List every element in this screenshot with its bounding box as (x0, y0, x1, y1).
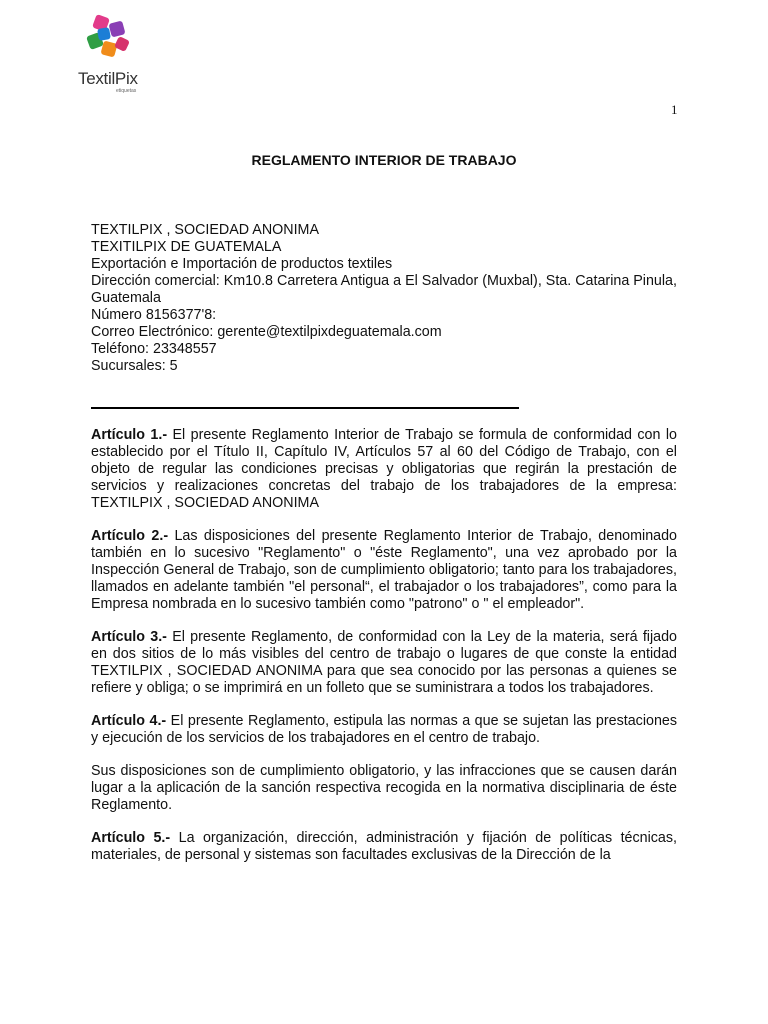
company-contact (91, 307, 677, 375)
article-4 (91, 713, 677, 747)
article-text: Sus disposiciones son de cumplimiento obligatorio, y las infracciones que se causen darán lugar a la aplicación de la sanción respectiva recogida en la normativa disciplinaria de éste Reglamento. (91, 763, 677, 813)
page-number: 1 (671, 102, 678, 117)
article-label: Artículo 1.- (91, 427, 168, 443)
company-address: Dirección comercial: Km10.8 Carretera Antigua a El Salvador (Muxbal), Sta. Catarina Pinula, Guatemala (91, 273, 677, 306)
article-text: El presente Reglamento, de conformidad con la Ley de la materia, será fijado en dos sitios de lo más visibles del centro de trabajo o lugares de que conste la entidad TEXTILPIX , SOCIEDAD ANONIMA para que sea conocido por las personas a quienes se refiere y obliga; o se imprimirá en un folleto que se suministrara a todos los trabajadores. (91, 629, 678, 696)
article-label: Artículo 4.- (91, 713, 167, 729)
article-label: Artículo 2.- (91, 528, 169, 544)
article-text: La organización, dirección, administración y fijación de políticas técnicas, materiales, de personal y sistemas son facultades exclusivas de la Dirección de la (91, 830, 677, 863)
company-header (91, 222, 677, 273)
document-title: REGLAMENTO INTERIOR DE TRABAJO (251, 152, 517, 168)
article-3 (91, 629, 677, 697)
article-text: El presente Reglamento Interior de Trabajo se formula de conformidad con lo establecido por el Título II, Capítulo IV, Artículos 57 al 60 del Código de Trabajo, con el objeto de regular las condiciones precisas y obligatorias que regirán la prestación de servicios y realizaciones concretas del trabajo de los trabajadores de la empresa: TEXTILPIX , SOCIEDAD ANONIMA (91, 427, 677, 511)
article-text: El presente Reglamento, estipula las normas a que se sujetan las prestaciones y ejecución de los servicios de los trabajadores en el centro de trabajo. (91, 713, 677, 746)
article-1 (91, 427, 677, 512)
logo-tagline: etiquetas (116, 88, 137, 94)
puzzle-logo-icon (80, 12, 140, 68)
article-5 (91, 830, 677, 864)
company-logo (70, 12, 154, 108)
article-label: Artículo 3.- (91, 629, 167, 645)
company-activity: Exportación e Importación de productos textiles (91, 256, 393, 272)
separator-rule (91, 407, 519, 409)
company-phone: Teléfono: 23348557 (91, 341, 217, 357)
company-email: Correo Electrónico: gerente@textilpixdeguatemala.com (91, 324, 442, 340)
article-label: Artículo 5.- (91, 830, 171, 846)
company-number: Número 8156377'8: (91, 307, 217, 323)
article-2 (91, 528, 677, 613)
article-4-paragraph-2 (91, 763, 677, 814)
logo-wordmark: TextilPix (78, 69, 138, 88)
company-branches: Sucursales: 5 (91, 358, 178, 374)
document-body (91, 222, 677, 880)
company-name: TEXTILPIX , SOCIEDAD ANONIMA (91, 222, 320, 238)
article-text: Las disposiciones del presente Reglamento Interior de Trabajo, denominado también en lo sucesivo "Reglamento" o "éste Reglamento", una vez aprobado por la Inspección General de Trabajo, son de cumplimiento obligatorio; tanto para los trabajadores, llamados en adelante también "el personal“, el trabajador o los trabajadores”, como para la Empresa nombrada en lo sucesivo también como "patrono" o " el empleador". (91, 528, 677, 612)
company-name-alt: TEXITILPIX DE GUATEMALA (91, 239, 282, 255)
